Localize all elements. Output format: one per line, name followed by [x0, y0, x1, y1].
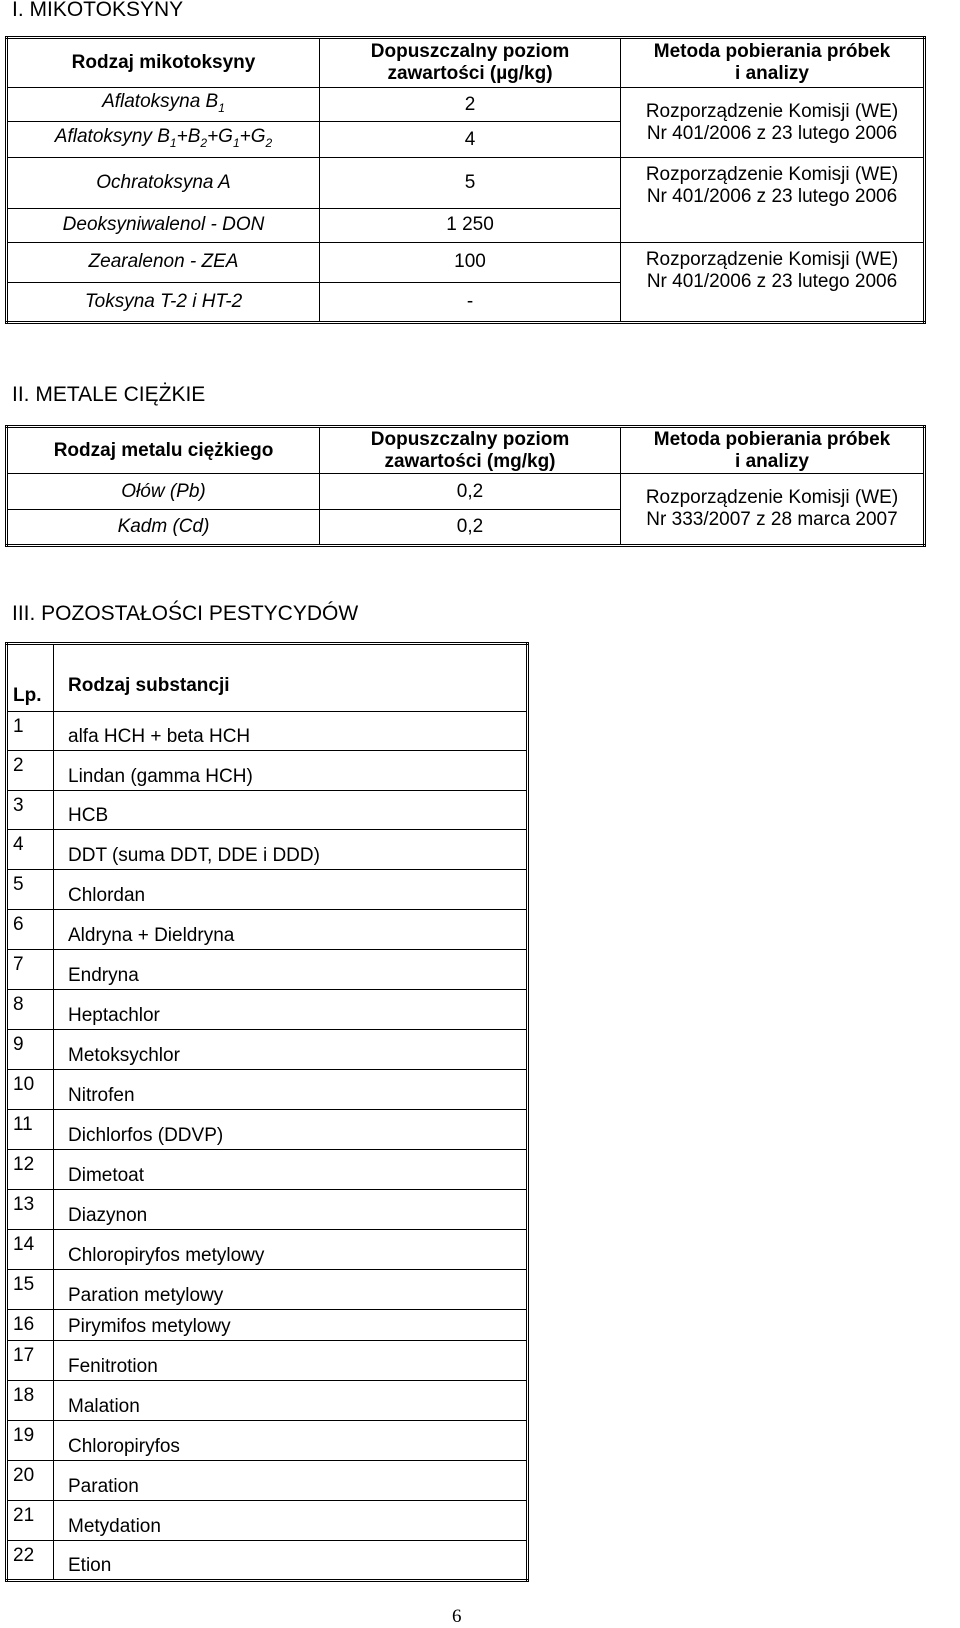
pesticide-name: HCB: [54, 791, 528, 830]
mycotoxin-table: [5, 36, 926, 324]
pesticide-row: [7, 1421, 528, 1461]
pesticide-row: [7, 712, 528, 751]
pesticide-name: alfa HCH + beta HCH: [54, 712, 528, 751]
mycotoxin-value: 2: [320, 88, 621, 122]
section-title-pesticides: III. POZOSTAŁOŚCI PESTYCYDÓW: [12, 602, 359, 625]
pesticide-lp: 3: [7, 791, 54, 830]
pesticide-row: [7, 950, 528, 990]
pesticide-name: Chloropiryfos: [54, 1421, 528, 1461]
pesticide-lp: 14: [7, 1230, 54, 1270]
heavy-metal-table: [5, 425, 926, 547]
mycotoxin-name: Aflatoksyna $B_1$: [7, 88, 320, 122]
pesticide-name: Chlordan: [54, 870, 528, 910]
pesticide-row: [7, 1150, 528, 1190]
mycotoxin-method-1: Rozporządzenie Komisji (WE) Nr 401/2006 z 23 lutego 2006: [621, 88, 925, 158]
mycotoxin-value: -: [320, 282, 621, 322]
metal-name: Ołów (Pb): [7, 474, 320, 510]
pesticide-name: Malation: [54, 1381, 528, 1421]
mycotoxin-level-header: Dopuszczalny poziom zawartości (µg/kg): [320, 38, 621, 88]
pesticide-lp: 7: [7, 950, 54, 990]
pesticide-row: [7, 1230, 528, 1270]
pesticide-lp: 18: [7, 1381, 54, 1421]
pesticide-row: [7, 1461, 528, 1501]
metal-type-header: Rodzaj metalu ciężkiego: [7, 427, 320, 474]
pesticide-lp: 11: [7, 1110, 54, 1150]
pesticide-lp: 22: [7, 1541, 54, 1581]
mycotoxin-method-2: Rozporządzenie Komisji (WE) Nr 401/2006 z 23 lutego 2006: [621, 158, 925, 209]
pesticide-name: Nitrofen: [54, 1070, 528, 1110]
pesticide-name: Metoksychlor: [54, 1030, 528, 1070]
pesticide-row: [7, 791, 528, 830]
pesticide-lp: 16: [7, 1310, 54, 1341]
pesticide-lp: 10: [7, 1070, 54, 1110]
pesticide-row: [7, 1310, 528, 1341]
pesticide-name: Pirymifos metylowy: [54, 1310, 528, 1341]
pesticide-lp: 20: [7, 1461, 54, 1501]
pesticide-name: Heptachlor: [54, 990, 528, 1030]
pesticide-lp: 19: [7, 1421, 54, 1461]
pesticide-name: Aldryna + Dieldryna: [54, 910, 528, 950]
mycotoxin-value: 4: [320, 122, 621, 158]
pesticide-row: [7, 830, 528, 870]
section-title-heavy-metals: II. METALE CIĘŻKIE: [12, 383, 206, 406]
mycotoxin-method-3: Rozporządzenie Komisji (WE) Nr 401/2006 z 23 lutego 2006: [621, 242, 925, 322]
pesticide-row: [7, 1381, 528, 1421]
pesticide-row: [7, 1270, 528, 1310]
metal-name: Kadm (Cd): [7, 510, 320, 546]
pesticide-row: [7, 1541, 528, 1581]
mycotoxin-value: 5: [320, 158, 621, 209]
pesticide-table: [5, 642, 529, 1582]
pesticide-name: Fenitrotion: [54, 1341, 528, 1381]
pesticide-lp: 4: [7, 830, 54, 870]
pesticide-row: [7, 990, 528, 1030]
pesticide-lp: 5: [7, 870, 54, 910]
pesticide-name: Paration: [54, 1461, 528, 1501]
mycotoxin-name: Aflatoksyny $B_1+B_2+G_1+G_2$: [7, 122, 320, 158]
pesticide-row: [7, 870, 528, 910]
pesticide-lp: 17: [7, 1341, 54, 1381]
mycotoxin-name: Zearalenon - ZEA: [7, 242, 320, 282]
pesticide-name: Dimetoat: [54, 1150, 528, 1190]
page-number: 6: [452, 1606, 462, 1627]
metal-method: Rozporządzenie Komisji (WE) Nr 333/2007 z 28 marca 2007: [621, 474, 925, 546]
pesticide-row: [7, 1030, 528, 1070]
section-title-mycotoxins: I. MIKOTOKSYNY: [12, 0, 184, 21]
pesticide-lp: 1: [7, 712, 54, 751]
pesticide-lp: 12: [7, 1150, 54, 1190]
pesticide-lp: 8: [7, 990, 54, 1030]
pesticide-row: [7, 1110, 528, 1150]
pesticide-name: Chloropiryfos metylowy: [54, 1230, 528, 1270]
mycotoxin-name: Toksyna T-2 i HT-2: [7, 282, 320, 322]
pesticide-name: Metydation: [54, 1501, 528, 1541]
pesticide-name: Dichlorfos (DDVP): [54, 1110, 528, 1150]
pesticide-name: DDT (suma DDT, DDE i DDD): [54, 830, 528, 870]
lp-header: Lp.: [7, 644, 54, 712]
mycotoxin-name: Ochratoksyna A: [7, 158, 320, 209]
pesticide-lp: 9: [7, 1030, 54, 1070]
mycotoxin-type-header: Rodzaj mikotoksyny: [7, 38, 320, 88]
mycotoxin-method-header: Metoda pobierania próbek i analizy: [621, 38, 925, 88]
pesticide-name: Etion: [54, 1541, 528, 1581]
pesticide-row: [7, 1190, 528, 1230]
method-spacer: [621, 208, 925, 242]
pesticide-lp: 15: [7, 1270, 54, 1310]
pesticide-name: Lindan (gamma HCH): [54, 751, 528, 791]
pesticide-lp: 13: [7, 1190, 54, 1230]
metal-level-header: Dopuszczalny poziom zawartości (mg/kg): [320, 427, 621, 474]
pesticide-name: Diazynon: [54, 1190, 528, 1230]
pesticide-row: [7, 1070, 528, 1110]
pesticide-row: [7, 1501, 528, 1541]
metal-method-header: Metoda pobierania próbek i analizy: [621, 427, 925, 474]
substance-header: Rodzaj substancji: [54, 644, 528, 712]
pesticide-lp: 21: [7, 1501, 54, 1541]
mycotoxin-name: Deoksyniwalenol - DON: [7, 208, 320, 242]
pesticide-lp: 6: [7, 910, 54, 950]
pesticide-name: Paration metylowy: [54, 1270, 528, 1310]
metal-value: 0,2: [320, 474, 621, 510]
mycotoxin-value: 1 250: [320, 208, 621, 242]
pesticide-row: [7, 751, 528, 791]
mycotoxin-value: 100: [320, 242, 621, 282]
pesticide-row: [7, 1341, 528, 1381]
pesticide-lp: 2: [7, 751, 54, 791]
pesticide-name: Endryna: [54, 950, 528, 990]
metal-value: 0,2: [320, 510, 621, 546]
pesticide-row: [7, 910, 528, 950]
